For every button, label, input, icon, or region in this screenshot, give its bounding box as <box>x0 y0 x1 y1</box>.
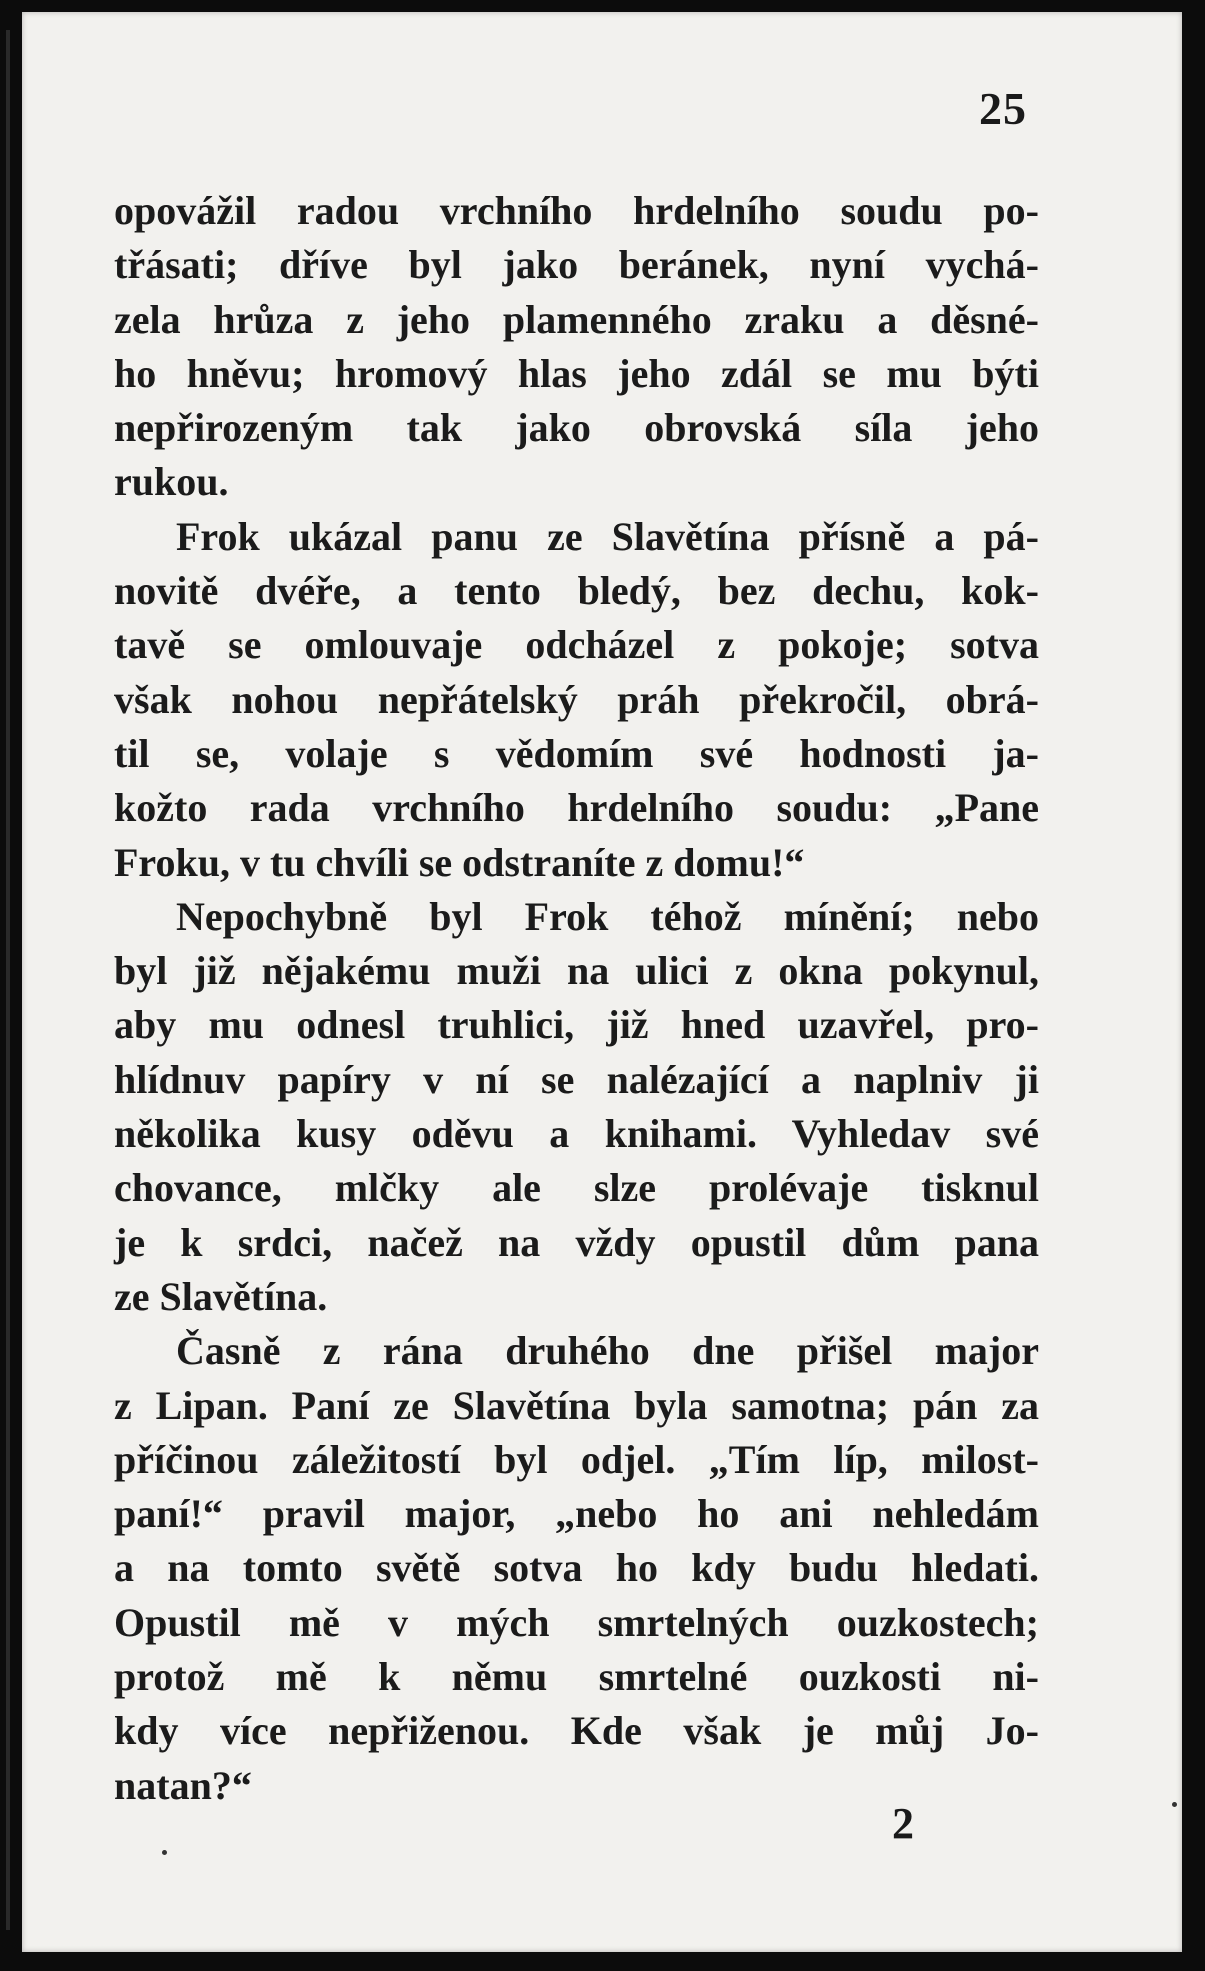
text-line: ho hněvu; hromový hlas jeho zdál se mu býti <box>114 350 1039 396</box>
text-line: však nohou nepřátelský práh překročil, obrá- <box>114 676 1039 722</box>
text-line: hlídnuv papíry v ní se nalézající a naplniv ji <box>114 1056 1039 1102</box>
book-page <box>22 12 1182 1952</box>
text-line: zela hrůza z jeho plamenného zraku a děsné- <box>114 296 1039 342</box>
signature-mark: 2 <box>892 1799 914 1848</box>
text-line: z Lipan. Paní ze Slavětína byla samotna; pán za <box>114 1382 1039 1428</box>
text-line: kožto rada vrchního hrdelního soudu: „Pane <box>114 785 1039 831</box>
text-line: Froku, v tu chvíli se odstraníte z domu!“ <box>114 839 805 885</box>
page-number: 25 <box>979 83 1027 134</box>
text-line: natan?“ <box>114 1762 252 1808</box>
text-line: til se, volaje s vědomím své hodnosti ja- <box>114 730 1039 776</box>
text-line: nepřirozeným tak jako obrovská síla jeho <box>114 405 1039 451</box>
text-line: aby mu odnesl truhlici, již hned uzavřel, pro- <box>114 1002 1039 1048</box>
text-line: Frok ukázal panu ze Slavětína přísně a pá- <box>176 513 1039 559</box>
text-line: třásati; dříve byl jako beránek, nyní vychá- <box>114 242 1039 288</box>
text-line: novitě dvéře, a tento bledý, bez dechu, kok- <box>114 568 1039 614</box>
text-line: Opustil mě v mých smrtelných ouzkostech; <box>114 1599 1039 1645</box>
text-line: Nepochybně byl Frok téhož mínění; nebo <box>176 893 1039 939</box>
text-line: a na tomto světě sotva ho kdy budu hledati. <box>114 1545 1039 1591</box>
text-line: byl již nějakému muži na ulici z okna pokynul, <box>114 948 1039 994</box>
text-line: příčinou záležitostí byl odjel. „Tím líp, milost- <box>114 1436 1039 1482</box>
text-line: Časně z rána druhého dne přišel major <box>176 1328 1039 1374</box>
text-line: rukou. <box>114 459 229 505</box>
text-line: protož mě k němu smrtelné ouzkosti ni- <box>114 1654 1039 1700</box>
text-line: kdy více nepřiženou. Kde však je můj Jo- <box>114 1708 1039 1754</box>
text-line: ze Slavětína. <box>114 1273 328 1319</box>
paper-speck <box>162 1850 167 1855</box>
text-line: opovážil radou vrchního hrdelního soudu po- <box>114 188 1039 233</box>
text-line: chovance, mlčky ale slze prolévaje tisknul <box>114 1165 1039 1211</box>
body-text <box>114 184 1039 1813</box>
text-line: tavě se omlouvaje odcházel z pokoje; sotva <box>114 622 1039 668</box>
text-line: paní!“ pravil major, „nebo ho ani nehledám <box>114 1491 1039 1537</box>
text-line: několika kusy oděvu a knihami. Vyhledav své <box>114 1111 1039 1157</box>
text-line: je k srdci, načež na vždy opustil dům pana <box>114 1219 1039 1265</box>
page-edge-shadow <box>6 30 10 1930</box>
paper-speck <box>1172 1802 1177 1807</box>
